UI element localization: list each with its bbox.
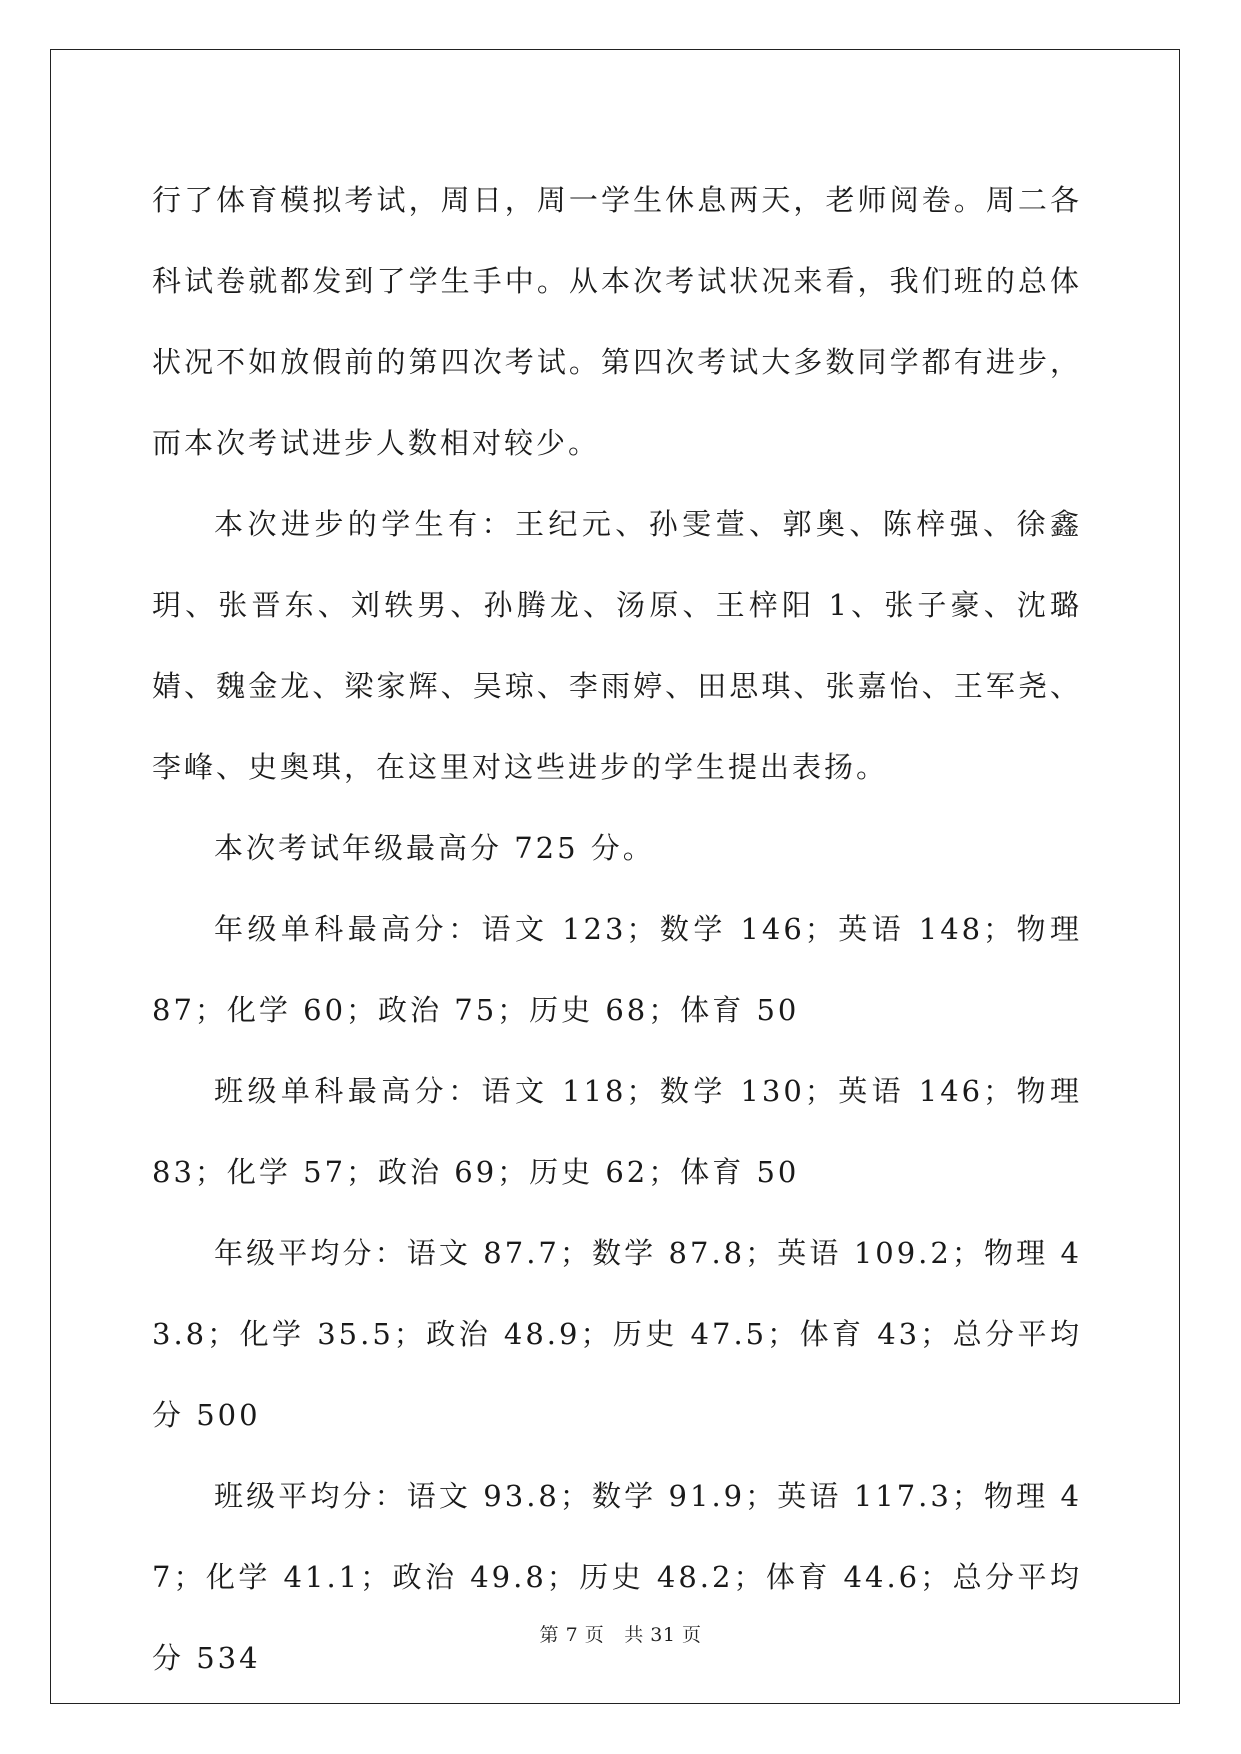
- paragraph-6: 年级平均分：语文 87.7；数学 87.8；英语 109.2；物理 43.8；化学 35.5；政治 48.9；历史 47.5；体育 43；总分平均分 500: [152, 1236, 1082, 1432]
- paragraph-4: 年级单科最高分：语文 123；数学 146；英语 148；物理 87；化学 60；政治 75；历史 68；体育 50: [152, 912, 1082, 1027]
- paragraph-3: 本次考试年级最高分 725 分。: [214, 831, 655, 865]
- page-number: 第 7 页: [539, 1624, 605, 1646]
- paragraph-5: 班级单科最高分：语文 118；数学 130；英语 146；物理 83；化学 57；政治 69；历史 62；体育 50: [152, 1074, 1082, 1189]
- paragraph-7: 班级平均分：语文 93.8；数学 91.9；英语 117.3；物理 47；化学 41.1；政治 49.8；历史 48.2；体育 44.6；总分平均分 534: [152, 1479, 1082, 1675]
- page-total: 共 31 页: [624, 1624, 702, 1646]
- page-footer: [0, 1620, 1241, 1647]
- document-body: [152, 160, 1082, 1699]
- paragraph-1: 行了体育模拟考试，周日，周一学生休息两天，老师阅卷。周二各科试卷就都发到了学生手中。从本次考试状况来看，我们班的总体状况不如放假前的第四次考试。第四次考试大多数同学都有进步，而本次考试进步人数相对较少。: [152, 183, 1082, 460]
- paragraph-2: 本次进步的学生有：王纪元、孙雯萱、郭奥、陈梓强、徐鑫玥、张晋东、刘轶男、孙腾龙、汤原、王梓阳 1、张子豪、沈璐婧、魏金龙、梁家辉、吴琼、李雨婷、田思琪、张嘉怡、王军尧、李峰、史奥琪，在这里对这些进步的学生提出表扬。: [152, 507, 1082, 784]
